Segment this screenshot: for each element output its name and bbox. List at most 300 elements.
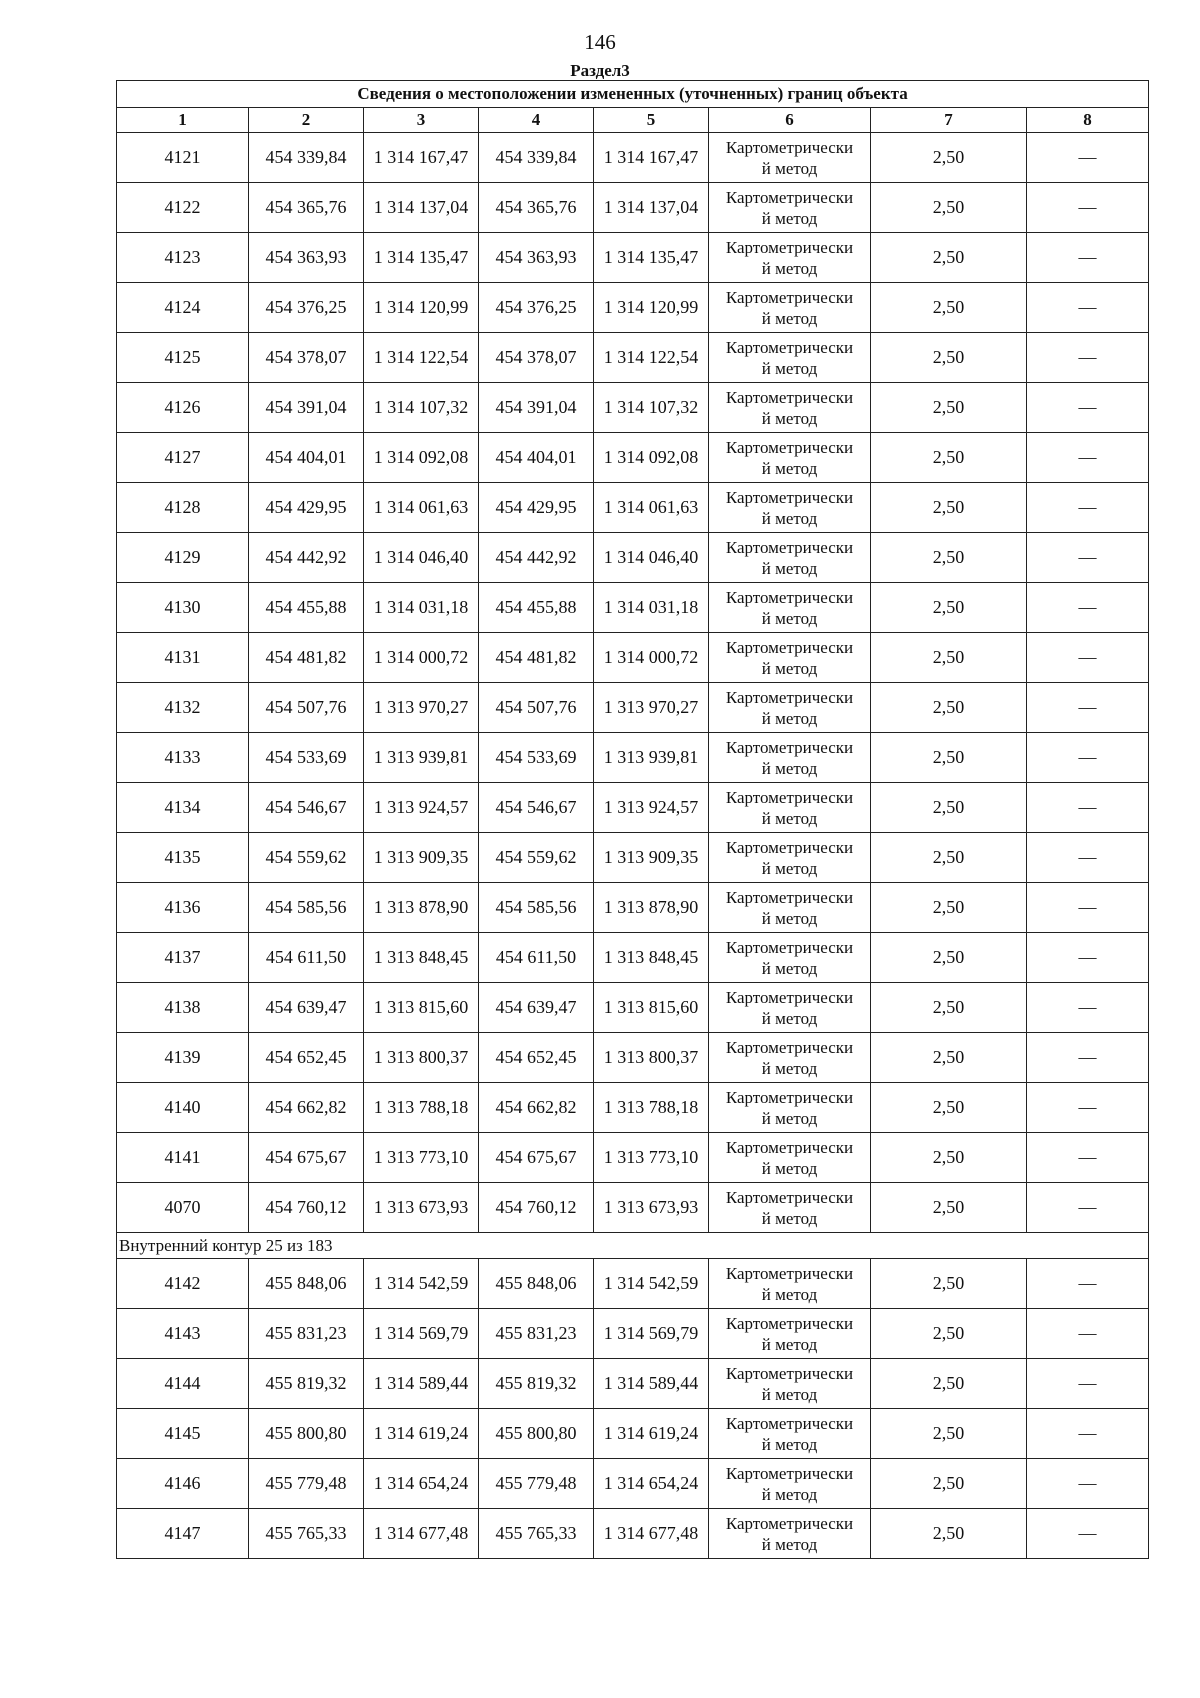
point-id-cell: 4132 <box>117 683 249 733</box>
x-coord-cell: 454 365,76 <box>249 183 364 233</box>
y-coord-cell: 1 313 878,90 <box>364 883 479 933</box>
x-coord-cell: 454 611,50 <box>249 933 364 983</box>
point-id-cell: 4121 <box>117 133 249 183</box>
method-text-line2: й метод <box>761 558 818 578</box>
method-text-line2: й метод <box>761 1208 818 1228</box>
table-row <box>117 283 1149 333</box>
y-coord-cell: 1 313 815,60 <box>364 983 479 1033</box>
method-cell <box>709 333 871 383</box>
method-cell <box>709 583 871 633</box>
y-coord-new-cell: 1 314 107,32 <box>594 383 709 433</box>
table-row <box>117 883 1149 933</box>
point-id-cell: 4123 <box>117 233 249 283</box>
method-text-line1: Картометрически <box>725 1413 854 1433</box>
point-id-cell: 4070 <box>117 1183 249 1233</box>
precision-cell: 2,50 <box>871 583 1027 633</box>
table-row <box>117 133 1149 183</box>
column-number: 3 <box>364 108 479 133</box>
precision-cell: 2,50 <box>871 1183 1027 1233</box>
method-text-line2: й метод <box>761 1284 818 1304</box>
y-coord-cell: 1 314 167,47 <box>364 133 479 183</box>
description-cell: — <box>1027 1033 1149 1083</box>
precision-cell: 2,50 <box>871 233 1027 283</box>
y-coord-new-cell: 1 313 970,27 <box>594 683 709 733</box>
precision-cell: 2,50 <box>871 983 1027 1033</box>
x-coord-cell: 455 800,80 <box>249 1409 364 1459</box>
method-text-line2: й метод <box>761 208 818 228</box>
table-row <box>117 1259 1149 1309</box>
method-text-line2: й метод <box>761 1434 818 1454</box>
precision-cell: 2,50 <box>871 1033 1027 1083</box>
table-row <box>117 1033 1149 1083</box>
precision-cell: 2,50 <box>871 483 1027 533</box>
precision-cell: 2,50 <box>871 1509 1027 1559</box>
method-text-line2: й метод <box>761 1534 818 1554</box>
x-coord-cell: 454 391,04 <box>249 383 364 433</box>
method-cell <box>709 733 871 783</box>
method-cell <box>709 533 871 583</box>
table-row <box>117 1459 1149 1509</box>
description-cell: — <box>1027 483 1149 533</box>
precision-cell: 2,50 <box>871 1409 1027 1459</box>
table-row <box>117 1409 1149 1459</box>
point-id-cell: 4139 <box>117 1033 249 1083</box>
precision-cell: 2,50 <box>871 1259 1027 1309</box>
table-row <box>117 533 1149 583</box>
x-coord-new-cell: 454 507,76 <box>479 683 594 733</box>
method-text-line1: Картометрически <box>725 437 854 457</box>
y-coord-new-cell: 1 314 000,72 <box>594 633 709 683</box>
description-cell: — <box>1027 1083 1149 1133</box>
y-coord-new-cell: 1 313 773,10 <box>594 1133 709 1183</box>
x-coord-new-cell: 454 376,25 <box>479 283 594 333</box>
x-coord-cell: 454 639,47 <box>249 983 364 1033</box>
precision-cell: 2,50 <box>871 633 1027 683</box>
x-coord-cell: 454 404,01 <box>249 433 364 483</box>
x-coord-new-cell: 454 378,07 <box>479 333 594 383</box>
y-coord-cell: 1 314 569,79 <box>364 1309 479 1359</box>
method-text-line1: Картометрически <box>725 1087 854 1107</box>
y-coord-new-cell: 1 314 046,40 <box>594 533 709 583</box>
table-row <box>117 1083 1149 1133</box>
y-coord-cell: 1 314 061,63 <box>364 483 479 533</box>
y-coord-cell: 1 314 000,72 <box>364 633 479 683</box>
point-id-cell: 4147 <box>117 1509 249 1559</box>
method-cell <box>709 1459 871 1509</box>
column-number: 4 <box>479 108 594 133</box>
method-cell <box>709 433 871 483</box>
column-number: 7 <box>871 108 1027 133</box>
x-coord-new-cell: 454 559,62 <box>479 833 594 883</box>
method-text-line1: Картометрически <box>725 887 854 907</box>
method-text-line1: Картометрически <box>725 687 854 707</box>
x-coord-new-cell: 454 455,88 <box>479 583 594 633</box>
method-text-line2: й метод <box>761 158 818 178</box>
x-coord-cell: 454 533,69 <box>249 733 364 783</box>
table-row <box>117 633 1149 683</box>
description-cell: — <box>1027 1409 1149 1459</box>
method-text-line1: Картометрически <box>725 787 854 807</box>
contour-label: Внутренний контур 25 из 183 <box>117 1233 1149 1259</box>
point-id-cell: 4137 <box>117 933 249 983</box>
point-id-cell: 4130 <box>117 583 249 633</box>
description-cell: — <box>1027 433 1149 483</box>
precision-cell: 2,50 <box>871 383 1027 433</box>
method-cell <box>709 283 871 333</box>
description-cell: — <box>1027 1259 1149 1309</box>
x-coord-new-cell: 454 533,69 <box>479 733 594 783</box>
y-coord-cell: 1 313 924,57 <box>364 783 479 833</box>
x-coord-cell: 454 546,67 <box>249 783 364 833</box>
point-id-cell: 4134 <box>117 783 249 833</box>
method-text-line2: й метод <box>761 608 818 628</box>
column-number-row <box>117 108 1149 133</box>
x-coord-cell: 454 585,56 <box>249 883 364 933</box>
table-title: Сведения о местоположении измененных (уточненных) границ объекта <box>117 81 1149 108</box>
table-row <box>117 1309 1149 1359</box>
y-coord-cell: 1 313 909,35 <box>364 833 479 883</box>
y-coord-new-cell: 1 313 815,60 <box>594 983 709 1033</box>
coordinates-table <box>116 80 1149 1559</box>
precision-cell: 2,50 <box>871 283 1027 333</box>
description-cell: — <box>1027 833 1149 883</box>
method-text-line1: Картометрически <box>725 137 854 157</box>
y-coord-cell: 1 314 092,08 <box>364 433 479 483</box>
point-id-cell: 4141 <box>117 1133 249 1183</box>
method-text-line2: й метод <box>761 408 818 428</box>
table-row <box>117 733 1149 783</box>
description-cell: — <box>1027 533 1149 583</box>
y-coord-cell: 1 313 673,93 <box>364 1183 479 1233</box>
y-coord-new-cell: 1 314 677,48 <box>594 1509 709 1559</box>
x-coord-new-cell: 454 339,84 <box>479 133 594 183</box>
x-coord-cell: 454 429,95 <box>249 483 364 533</box>
method-text-line2: й метод <box>761 758 818 778</box>
precision-cell: 2,50 <box>871 183 1027 233</box>
x-coord-new-cell: 454 675,67 <box>479 1133 594 1183</box>
table-body-group2 <box>117 1259 1149 1559</box>
method-cell <box>709 1409 871 1459</box>
point-id-cell: 4129 <box>117 533 249 583</box>
x-coord-new-cell: 454 611,50 <box>479 933 594 983</box>
description-cell: — <box>1027 233 1149 283</box>
method-text-line1: Картометрически <box>725 537 854 557</box>
method-text-line2: й метод <box>761 658 818 678</box>
y-coord-new-cell: 1 313 924,57 <box>594 783 709 833</box>
method-text-line2: й метод <box>761 958 818 978</box>
y-coord-new-cell: 1 313 848,45 <box>594 933 709 983</box>
precision-cell: 2,50 <box>871 533 1027 583</box>
x-coord-cell: 454 675,67 <box>249 1133 364 1183</box>
precision-cell: 2,50 <box>871 833 1027 883</box>
method-text-line2: й метод <box>761 458 818 478</box>
method-text-line2: й метод <box>761 708 818 728</box>
method-cell <box>709 833 871 883</box>
x-coord-new-cell: 454 429,95 <box>479 483 594 533</box>
point-id-cell: 4146 <box>117 1459 249 1509</box>
method-text-line1: Картометрически <box>725 337 854 357</box>
method-text-line1: Картометрически <box>725 837 854 857</box>
table-row <box>117 783 1149 833</box>
method-cell <box>709 133 871 183</box>
x-coord-cell: 454 442,92 <box>249 533 364 583</box>
y-coord-cell: 1 314 542,59 <box>364 1259 479 1309</box>
point-id-cell: 4126 <box>117 383 249 433</box>
x-coord-new-cell: 454 481,82 <box>479 633 594 683</box>
method-text-line1: Картометрически <box>725 187 854 207</box>
method-cell <box>709 683 871 733</box>
x-coord-new-cell: 455 779,48 <box>479 1459 594 1509</box>
method-text-line1: Картометрически <box>725 387 854 407</box>
precision-cell: 2,50 <box>871 1083 1027 1133</box>
y-coord-cell: 1 314 619,24 <box>364 1409 479 1459</box>
method-text-line2: й метод <box>761 358 818 378</box>
method-cell <box>709 883 871 933</box>
x-coord-new-cell: 454 639,47 <box>479 983 594 1033</box>
method-text-line1: Картометрически <box>725 587 854 607</box>
y-coord-cell: 1 313 800,37 <box>364 1033 479 1083</box>
x-coord-new-cell: 454 442,92 <box>479 533 594 583</box>
precision-cell: 2,50 <box>871 433 1027 483</box>
method-cell <box>709 633 871 683</box>
x-coord-cell: 454 559,62 <box>249 833 364 883</box>
x-coord-cell: 455 819,32 <box>249 1359 364 1409</box>
y-coord-cell: 1 314 122,54 <box>364 333 479 383</box>
y-coord-new-cell: 1 314 092,08 <box>594 433 709 483</box>
table-body-group1 <box>117 133 1149 1233</box>
y-coord-new-cell: 1 314 135,47 <box>594 233 709 283</box>
method-text-line1: Картометрически <box>725 487 854 507</box>
description-cell: — <box>1027 1133 1149 1183</box>
table-row <box>117 1359 1149 1409</box>
method-cell <box>709 933 871 983</box>
table-row <box>117 183 1149 233</box>
method-text-line2: й метод <box>761 1384 818 1404</box>
point-id-cell: 4136 <box>117 883 249 933</box>
method-text-line2: й метод <box>761 508 818 528</box>
contour-row <box>117 1233 1149 1259</box>
method-text-line1: Картометрически <box>725 1363 854 1383</box>
description-cell: — <box>1027 733 1149 783</box>
description-cell: — <box>1027 683 1149 733</box>
y-coord-cell: 1 314 677,48 <box>364 1509 479 1559</box>
method-cell <box>709 1033 871 1083</box>
description-cell: — <box>1027 1359 1149 1409</box>
description-cell: — <box>1027 1183 1149 1233</box>
point-id-cell: 4145 <box>117 1409 249 1459</box>
point-id-cell: 4122 <box>117 183 249 233</box>
y-coord-new-cell: 1 314 137,04 <box>594 183 709 233</box>
method-text-line2: й метод <box>761 1334 818 1354</box>
description-cell: — <box>1027 933 1149 983</box>
method-text-line1: Картометрически <box>725 937 854 957</box>
precision-cell: 2,50 <box>871 133 1027 183</box>
y-coord-cell: 1 314 046,40 <box>364 533 479 583</box>
x-coord-cell: 455 831,23 <box>249 1309 364 1359</box>
column-number: 8 <box>1027 108 1149 133</box>
method-cell <box>709 983 871 1033</box>
description-cell: — <box>1027 1509 1149 1559</box>
x-coord-cell: 454 376,25 <box>249 283 364 333</box>
column-number: 1 <box>117 108 249 133</box>
y-coord-cell: 1 313 788,18 <box>364 1083 479 1133</box>
x-coord-new-cell: 454 391,04 <box>479 383 594 433</box>
precision-cell: 2,50 <box>871 733 1027 783</box>
method-text-line1: Картометрически <box>725 1513 854 1533</box>
table-row <box>117 833 1149 883</box>
description-cell: — <box>1027 883 1149 933</box>
precision-cell: 2,50 <box>871 1359 1027 1409</box>
method-cell <box>709 483 871 533</box>
precision-cell: 2,50 <box>871 333 1027 383</box>
y-coord-cell: 1 314 654,24 <box>364 1459 479 1509</box>
section-label: Раздел3 <box>570 61 630 80</box>
method-text-line1: Картометрически <box>725 1463 854 1483</box>
y-coord-cell: 1 314 135,47 <box>364 233 479 283</box>
precision-cell: 2,50 <box>871 933 1027 983</box>
method-text-line1: Картометрически <box>725 737 854 757</box>
method-text-line1: Картометрически <box>725 1263 854 1283</box>
method-cell <box>709 783 871 833</box>
description-cell: — <box>1027 283 1149 333</box>
method-text-line2: й метод <box>761 858 818 878</box>
method-cell <box>709 1083 871 1133</box>
method-text-line1: Картометрически <box>725 1137 854 1157</box>
method-text-line2: й метод <box>761 1058 818 1078</box>
x-coord-new-cell: 455 800,80 <box>479 1409 594 1459</box>
y-coord-new-cell: 1 314 619,24 <box>594 1409 709 1459</box>
table-row <box>117 583 1149 633</box>
method-text-line1: Картометрически <box>725 987 854 1007</box>
y-coord-cell: 1 314 107,32 <box>364 383 479 433</box>
y-coord-new-cell: 1 314 654,24 <box>594 1459 709 1509</box>
x-coord-new-cell: 455 765,33 <box>479 1509 594 1559</box>
method-cell <box>709 383 871 433</box>
method-cell <box>709 1509 871 1559</box>
contour-section <box>117 1233 1149 1259</box>
x-coord-cell: 455 779,48 <box>249 1459 364 1509</box>
method-cell <box>709 1183 871 1233</box>
x-coord-new-cell: 455 831,23 <box>479 1309 594 1359</box>
x-coord-new-cell: 455 819,32 <box>479 1359 594 1409</box>
method-cell <box>709 1259 871 1309</box>
x-coord-cell: 454 378,07 <box>249 333 364 383</box>
method-text-line2: й метод <box>761 308 818 328</box>
table-row <box>117 333 1149 383</box>
x-coord-cell: 454 363,93 <box>249 233 364 283</box>
x-coord-new-cell: 454 585,56 <box>479 883 594 933</box>
method-text-line2: й метод <box>761 1158 818 1178</box>
y-coord-new-cell: 1 313 939,81 <box>594 733 709 783</box>
x-coord-new-cell: 454 365,76 <box>479 183 594 233</box>
precision-cell: 2,50 <box>871 883 1027 933</box>
table-caption-row <box>117 81 1149 108</box>
y-coord-cell: 1 314 120,99 <box>364 283 479 333</box>
point-id-cell: 4128 <box>117 483 249 533</box>
x-coord-new-cell: 454 363,93 <box>479 233 594 283</box>
point-id-cell: 4143 <box>117 1309 249 1359</box>
precision-cell: 2,50 <box>871 783 1027 833</box>
x-coord-new-cell: 454 652,45 <box>479 1033 594 1083</box>
description-cell: — <box>1027 583 1149 633</box>
point-id-cell: 4144 <box>117 1359 249 1409</box>
method-text-line2: й метод <box>761 1108 818 1128</box>
y-coord-new-cell: 1 313 878,90 <box>594 883 709 933</box>
table-row <box>117 433 1149 483</box>
description-cell: — <box>1027 383 1149 433</box>
y-coord-cell: 1 314 137,04 <box>364 183 479 233</box>
precision-cell: 2,50 <box>871 1133 1027 1183</box>
method-text-line2: й метод <box>761 1008 818 1028</box>
x-coord-new-cell: 454 546,67 <box>479 783 594 833</box>
point-id-cell: 4138 <box>117 983 249 1033</box>
description-cell: — <box>1027 333 1149 383</box>
y-coord-new-cell: 1 314 120,99 <box>594 283 709 333</box>
y-coord-new-cell: 1 313 909,35 <box>594 833 709 883</box>
y-coord-new-cell: 1 313 800,37 <box>594 1033 709 1083</box>
method-text-line1: Картометрически <box>725 1187 854 1207</box>
table-row <box>117 683 1149 733</box>
point-id-cell: 4124 <box>117 283 249 333</box>
description-cell: — <box>1027 783 1149 833</box>
x-coord-cell: 454 760,12 <box>249 1183 364 1233</box>
method-cell <box>709 1133 871 1183</box>
point-id-cell: 4131 <box>117 633 249 683</box>
x-coord-cell: 454 662,82 <box>249 1083 364 1133</box>
description-cell: — <box>1027 133 1149 183</box>
precision-cell: 2,50 <box>871 1309 1027 1359</box>
description-cell: — <box>1027 183 1149 233</box>
method-text-line1: Картометрически <box>725 237 854 257</box>
method-text-line2: й метод <box>761 908 818 928</box>
method-cell <box>709 1309 871 1359</box>
y-coord-new-cell: 1 313 788,18 <box>594 1083 709 1133</box>
method-cell <box>709 183 871 233</box>
method-cell <box>709 233 871 283</box>
description-cell: — <box>1027 1309 1149 1359</box>
y-coord-cell: 1 314 589,44 <box>364 1359 479 1409</box>
x-coord-new-cell: 454 760,12 <box>479 1183 594 1233</box>
y-coord-new-cell: 1 313 673,93 <box>594 1183 709 1233</box>
x-coord-cell: 455 848,06 <box>249 1259 364 1309</box>
point-id-cell: 4142 <box>117 1259 249 1309</box>
y-coord-new-cell: 1 314 061,63 <box>594 483 709 533</box>
column-number: 6 <box>709 108 871 133</box>
table-row <box>117 983 1149 1033</box>
x-coord-new-cell: 454 662,82 <box>479 1083 594 1133</box>
description-cell: — <box>1027 1459 1149 1509</box>
x-coord-cell: 454 481,82 <box>249 633 364 683</box>
method-text-line2: й метод <box>761 808 818 828</box>
point-id-cell: 4140 <box>117 1083 249 1133</box>
column-number: 5 <box>594 108 709 133</box>
y-coord-new-cell: 1 314 569,79 <box>594 1309 709 1359</box>
description-cell: — <box>1027 633 1149 683</box>
point-id-cell: 4127 <box>117 433 249 483</box>
precision-cell: 2,50 <box>871 1459 1027 1509</box>
table-row <box>117 383 1149 433</box>
table-row <box>117 483 1149 533</box>
precision-cell: 2,50 <box>871 683 1027 733</box>
method-cell <box>709 1359 871 1409</box>
y-coord-new-cell: 1 314 167,47 <box>594 133 709 183</box>
y-coord-cell: 1 313 970,27 <box>364 683 479 733</box>
x-coord-cell: 454 652,45 <box>249 1033 364 1083</box>
description-cell: — <box>1027 983 1149 1033</box>
y-coord-cell: 1 313 773,10 <box>364 1133 479 1183</box>
y-coord-cell: 1 313 848,45 <box>364 933 479 983</box>
y-coord-new-cell: 1 314 031,18 <box>594 583 709 633</box>
